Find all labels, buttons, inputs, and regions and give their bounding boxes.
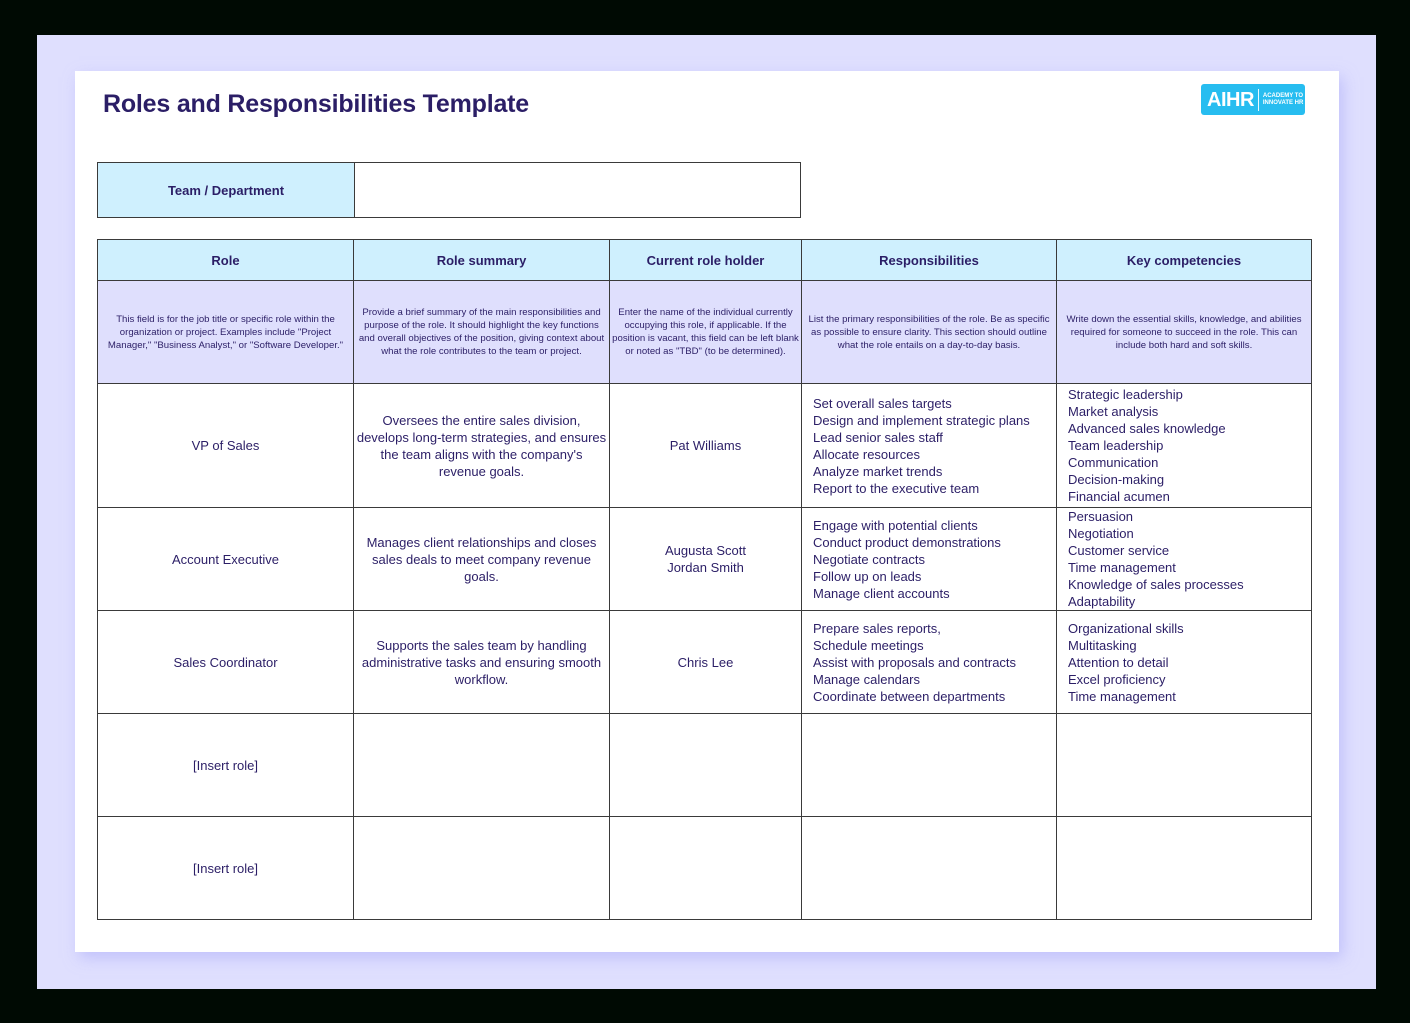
instructions-row [98,281,1312,384]
list-item: Report to the executive team [813,480,980,496]
role-cell[interactable]: Account Executive [98,508,354,611]
responsibilities-cell[interactable] [802,817,1057,920]
list-item: Negotiate contracts [813,551,926,567]
logo-divider [1258,89,1259,111]
list-item: Coordinate between departments [813,688,1006,704]
list-item: Manage client accounts [813,585,950,601]
list-item: Market analysis [1068,404,1159,419]
list-item: Excel proficiency [1068,671,1166,687]
summary-cell[interactable]: Manages client relationships and closes sales deals to meet company revenue goals. [354,508,610,611]
holder-name: Chris Lee [677,654,734,670]
list-item: Analyze market trends [813,463,943,479]
list-item: Schedule meetings [813,637,924,653]
column-header-responsibilities: Responsibilities [802,240,1057,281]
holder-cell[interactable] [610,817,802,920]
list-item: Assist with proposals and contracts [813,654,1017,670]
holder-name: Augusta Scott [665,543,746,558]
department-label: Team / Department [98,163,355,218]
list-item: Strategic leadership [1068,387,1183,402]
list-item: Design and implement strategic plans [813,412,1030,428]
list-item: Allocate resources [813,446,920,462]
column-header-role-summary: Role summary [354,240,610,281]
role-cell[interactable]: VP of Sales [98,384,354,508]
list-item: Adaptability [1068,594,1136,609]
competencies-cell[interactable] [1057,384,1312,508]
logo-tagline: ACADEMY TO INNOVATE HR [1262,92,1304,106]
list-item: Communication [1068,455,1159,470]
aihr-logo [1201,84,1305,115]
list-item: Lead senior sales staff [813,429,943,445]
list-item: Follow up on leads [813,568,922,584]
logo-mark: AIHR [1207,88,1254,111]
competencies-cell[interactable] [1057,508,1312,611]
list-item: Financial acumen [1068,489,1170,504]
header-row [98,240,1312,281]
role-cell[interactable]: Sales Coordinator [98,611,354,714]
responsibilities-cell[interactable] [802,508,1057,611]
list-item: Decision-making [1068,472,1165,487]
holder-cell[interactable] [610,508,802,611]
table-row [98,817,1312,920]
competencies-cell[interactable] [1057,714,1312,817]
list-item: Persuasion [1068,509,1134,524]
list-item: Organizational skills [1068,620,1184,636]
holder-name: Jordan Smith [667,560,744,575]
responsibilities-cell[interactable] [802,384,1057,508]
holder-name: Pat Williams [669,438,742,453]
summary-cell[interactable] [354,817,610,920]
roles-table [97,239,1312,920]
holder-cell[interactable] [610,384,802,508]
hint-role-summary: Provide a brief summary of the main responsibilities and purpose of the role. It should highlight the key functions and overall objectives of the position, giving context about what the role contributes to the team or project. [354,281,610,384]
responsibilities-cell[interactable] [802,714,1057,817]
column-header-current-role-holder: Current role holder [610,240,802,281]
summary-cell[interactable]: Oversees the entire sales division, develops long-term strategies, and ensures the team aligns with the company's revenue goals. [354,384,610,508]
table-row [98,384,1312,508]
list-item: Advanced sales knowledge [1068,421,1226,436]
hint-current-role-holder: Enter the name of the individual currently occupying this role, if applicable. If the position is vacant, this field can be left blank or noted as "TBD" (to be determined). [610,281,802,384]
hint-key-competencies: Write down the essential skills, knowledge, and abilities required for someone to succeed in the role. This can include both hard and soft skills. [1057,281,1312,384]
competencies-cell[interactable] [1057,817,1312,920]
list-item: Time management [1068,560,1176,575]
list-item: Prepare sales reports, [813,620,941,636]
holder-cell[interactable] [610,714,802,817]
list-item: Set overall sales targets [813,395,952,411]
department-table [97,162,801,218]
table-row [98,714,1312,817]
summary-cell[interactable] [354,714,610,817]
hint-role: This field is for the job title or specific role within the organization or project. Examples include "Project Manager," "Business Analyst," or "Software Developer." [98,281,354,384]
table-row [98,508,1312,611]
column-header-key-competencies: Key competencies [1057,240,1312,281]
list-item: Manage calendars [813,671,920,687]
list-item: Time management [1068,688,1176,704]
role-cell[interactable]: [Insert role] [98,714,354,817]
list-item: Engage with potential clients [813,517,978,533]
column-header-role: Role [98,240,354,281]
list-item: Multitasking [1068,637,1137,653]
list-item: Knowledge of sales processes [1068,577,1244,592]
table-row [98,611,1312,714]
department-field[interactable] [355,163,801,218]
list-item: Customer service [1068,543,1170,558]
list-item: Negotiation [1068,526,1134,541]
list-item: Conduct product demonstrations [813,534,1001,550]
holder-cell[interactable] [610,611,802,714]
responsibilities-cell[interactable] [802,611,1057,714]
summary-cell[interactable]: Supports the sales team by handling administrative tasks and ensuring smooth workflow. [354,611,610,714]
list-item: Team leadership [1068,438,1164,453]
page-title: Roles and Responsibilities Template [103,90,529,118]
hint-responsibilities: List the primary responsibilities of the role. Be as specific as possible to ensure clarity. This section should outline what the role entails on a day-to-day basis. [802,281,1057,384]
competencies-cell[interactable] [1057,611,1312,714]
role-cell[interactable]: [Insert role] [98,817,354,920]
list-item: Attention to detail [1068,654,1169,670]
